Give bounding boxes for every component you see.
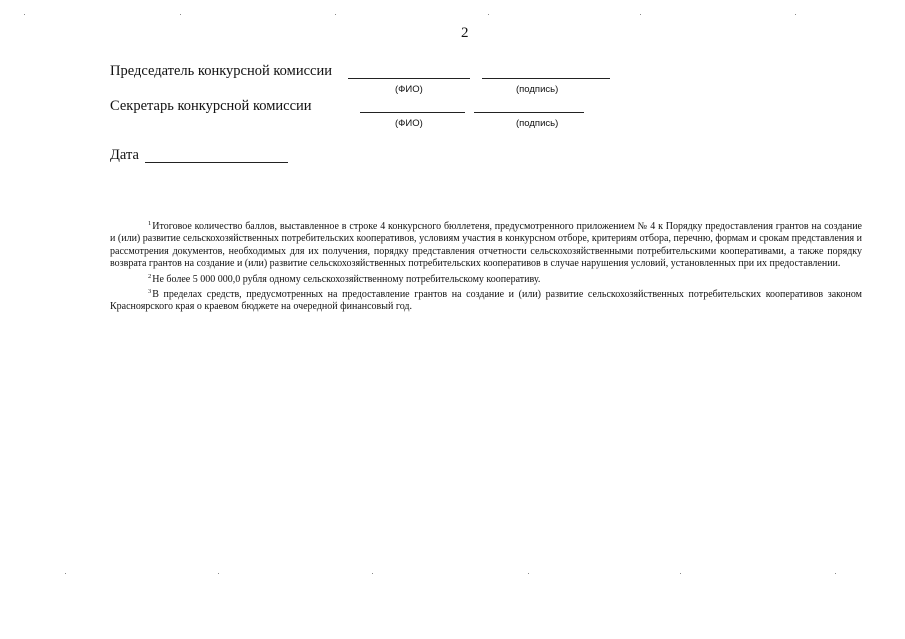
footnote-marker: 3 <box>148 288 152 296</box>
secretary-signature-caption: (подпись) <box>516 118 559 129</box>
chair-label: Председатель конкурсной комиссии <box>110 63 332 79</box>
secretary-fio-caption: (ФИО) <box>395 118 423 129</box>
footnote-1 <box>110 218 862 271</box>
footnote-text: В пределах средств, предусмотренных на предоставление грантов на создание и (или) развитие сельскохозяйственных потребительских кооперативов законом Красноярского края о краевом бюджете на очередной финансовый год. <box>110 289 862 313</box>
secretary-signature-line <box>474 112 584 113</box>
footnotes <box>110 218 862 314</box>
page-number: 2 <box>461 25 469 41</box>
footnote-text: Итоговое количество баллов, выставленное в строке 4 конкурсного бюллетеня, предусмотренного приложением № 4 к Порядку предоставления грантов на создание и (или) развитие сельскохозяйственных потребительских кооперативов, условиям участия в конкурсном отборе, критериям отбора, перечню, формам и срокам представления и рассмотрения документов, необходимых для их получения, порядку представления отчетности сельскохозяйственными потребительскими кооперативами, а также порядку возврата грантов на создание и (или) развитие сельскохозяйственных потребительских кооперативов в случае нарушения условий, установленных при их предоставлении. <box>110 221 862 270</box>
chair-fio-line <box>348 78 470 79</box>
chair-fio-caption: (ФИО) <box>395 84 423 95</box>
chair-signature-line <box>482 78 610 79</box>
footnote-2 <box>110 271 862 286</box>
date-label: Дата <box>110 147 139 163</box>
footnote-text: Не более 5 000 000,0 рубля одному сельскохозяйственному потребительскому кооперативу. <box>152 273 541 285</box>
chair-signature-caption: (подпись) <box>516 84 559 95</box>
footnote-marker: 1 <box>148 220 152 227</box>
date-line <box>145 162 288 163</box>
secretary-label: Секретарь конкурсной комиссии <box>110 98 312 114</box>
secretary-fio-line <box>360 112 465 113</box>
footnote-marker: 2 <box>148 272 152 280</box>
footnote-3 <box>110 286 862 314</box>
